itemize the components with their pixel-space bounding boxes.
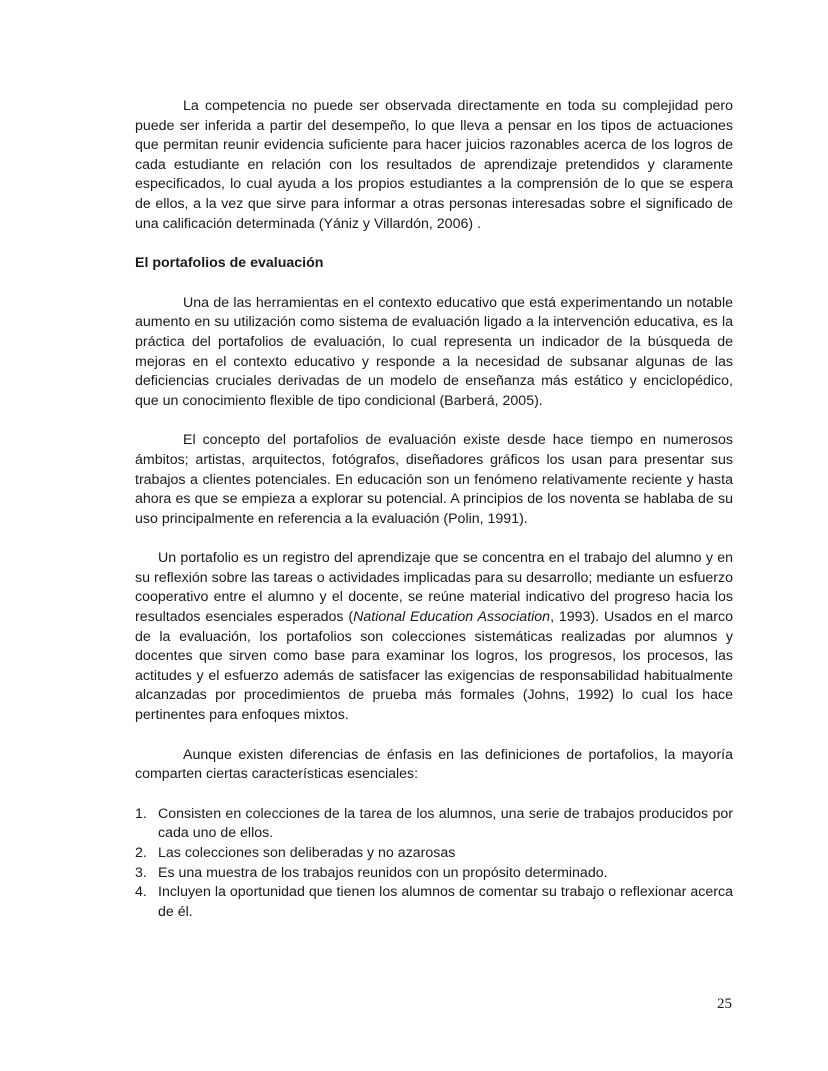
paragraph-concepto: El concepto del portafolios de evaluación existe desde hace tiempo en numerosos ámbitos; artistas, arquitectos, fotógrafos, diseñadores gráficos los usan para presentar sus trabajos a clientes potenciales. En educación son un fenómeno relativamente reciente y hasta ahora es que se empieza a explorar su potencial. A principios de los noventa se hablaba de su uso principalmente en referencia a la evaluación (Polin, 1991). <box>135 432 733 527</box>
list-item-text: Consisten en colecciones de la tarea de los alumnos, una serie de trabajos producidos por cada uno de ellos. <box>158 805 733 842</box>
page-number: 25 <box>717 996 732 1012</box>
paragraph-registro <box>135 549 733 725</box>
section-heading: El portafolios de evaluación <box>135 255 324 272</box>
paragraph-registro-part-b: , 1993). Usados en el marco de la evaluación, los portafolios son colecciones sistemáticas realizadas por alumnos y docentes que sirven como base para examinar los logros, los progresos, los procesos, las actitudes y el esfuerzo además de satisfacer las exigencias de responsabilidad habitualmente alcanzadas por procedimientos de prueba más formales (Johns, 1992) lo cual los hace pertinentes para enfoques mixtos. <box>135 609 733 724</box>
citation-italic: National Education Association <box>353 609 551 626</box>
list-item <box>135 805 733 844</box>
list-item <box>135 864 733 884</box>
document-body <box>135 97 733 922</box>
list-item-number: 3. <box>135 864 147 881</box>
paragraph-herramientas: Una de las herramientas en el contexto educativo que está experimentando un notable aumento en su utilización como sistema de evaluación ligado a la intervención educativa, es la práctica del portafolios de evaluación, lo cual representa un indicador de la búsqueda de mejoras en el contexto educativo y responde a la necesidad de subsanar algunas de las deficiencias cruciales derivadas de un modelo de enseñanza más estático y enciclopédico, que un conocimiento flexible de tipo condicional (Barberá, 2005). <box>135 294 733 409</box>
paragraph-competencia: La competencia no puede ser observada directamente en toda su complejidad pero puede ser inferida a partir del desempeño, lo que lleva a pensar en los tipos de actuaciones que permitan reunir evidencia suficiente para hacer juicios razonables acerca de los logros de cada estudiante en relación con los resultados de aprendizaje pretendidos y claramente especificados, lo cual ayuda a los propios estudiantes a la comprensión de lo que se espera de ellos, a la vez que sirve para informar a otras personas interesadas sobre el significado de una calificación determinada (Yániz y Villardón, 2006) . <box>135 98 733 232</box>
list-item-text: Las colecciones son deliberadas y no azarosas <box>158 845 456 861</box>
list-item-number: 1. <box>135 805 147 822</box>
paragraph-diferencias: Aunque existen diferencias de énfasis en las definiciones de portafolios, la mayoría comparten ciertas características esenciales: <box>135 746 733 783</box>
list-item-number: 2. <box>135 845 147 861</box>
list-item <box>135 844 733 864</box>
list-item-text: Es una muestra de los trabajos reunidos con un propósito determinado. <box>158 864 608 881</box>
list-item-number: 4. <box>135 884 147 901</box>
characteristics-list <box>135 805 733 923</box>
list-item <box>135 883 733 922</box>
paragraph-registro-part-a: Un portafolio es un registro del aprendizaje que se concentra en el trabajo del alumno y en su reflexión sobre las tareas o actividades implicadas para su desarrollo; mediante un esfuerzo cooperativo entre el alumno y el docente, se reúne material indicativo del progreso hacia los resultados esenciales esperados ( <box>135 550 733 626</box>
list-item-text: Incluyen la oportunidad que tienen los alumnos de comentar su trabajo o reflexionar acerca de él. <box>158 884 733 920</box>
